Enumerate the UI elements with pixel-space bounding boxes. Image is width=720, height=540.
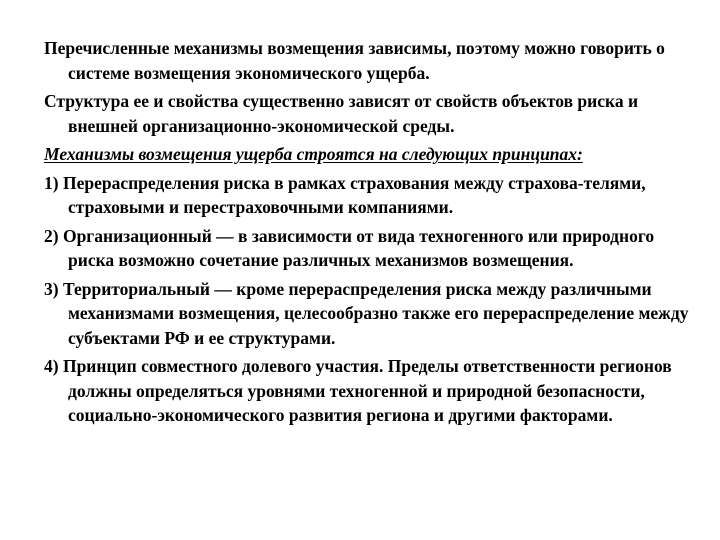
paragraph-structure: Структура ее и свойства существенно зависят от свойств объектов риска и внешней организационно-экономической среды. <box>44 91 639 136</box>
principles-heading: Механизмы возмещения ущерба строятся на следующих принципах: <box>44 144 583 164</box>
principle-3: 3) Территориальный — кроме перераспределения риска между различными механизмами возмещения, целесообразно также его перераспределение между субъектами РФ и ее структурами. <box>44 278 689 348</box>
principle-2: 2) Организационный — в зависимости от вида техногенного или природного риска возможно сочетание различных механизмов возмещения. <box>44 225 655 270</box>
principle-4: 4) Принцип совместного долевого участия. Пределы ответственности регионов должны определяться уровнями техногенной и природной безопасности, социально-экономического развития региона и другими факторами. <box>44 356 672 425</box>
slide-body-text <box>44 36 704 432</box>
paragraph-intro: Перечисленные механизмы возмещения зависимы, поэтому можно говорить о системе возмещения экономического ущерба. <box>44 38 665 83</box>
principle-1: 1) Перераспределения риска в рамках страхования между страхова-телями, страховыми и перестраховочными компаниями. <box>44 172 646 217</box>
